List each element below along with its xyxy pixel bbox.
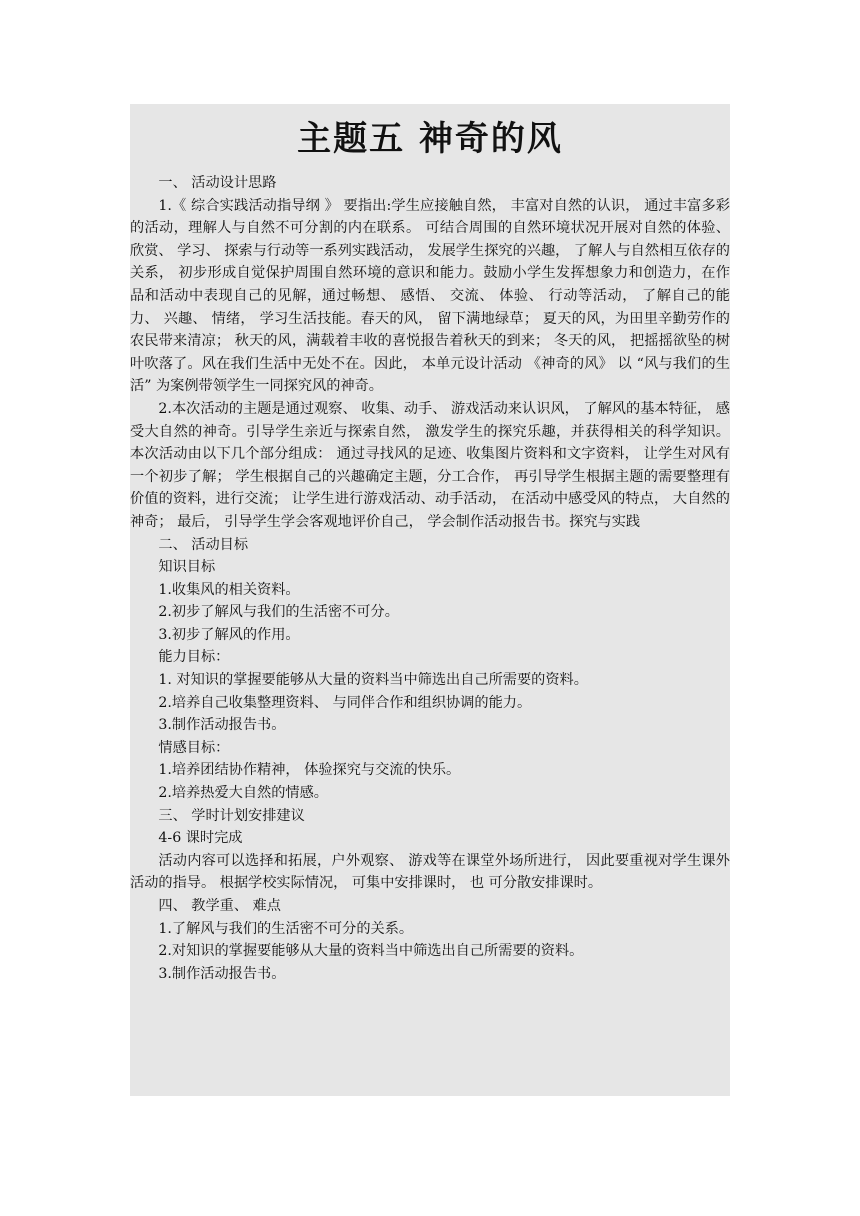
document-body — [130, 172, 730, 985]
text-line: 1.收集风的相关资料。 — [158, 581, 300, 598]
text-line: 1. 对知识的掌握要能够从大量的资料当中筛选出自己所需要的资料。 — [158, 672, 588, 689]
text-line: 1.了解风与我们的生活密不可分的关系。 — [158, 920, 414, 937]
text-line: 一、 活动设计思路 — [158, 175, 277, 191]
text-line: 2.培养自己收集整理资料、 与同伴合作和组织协调的能力。 — [158, 694, 532, 711]
paragraph: 活动内容可以选择和拓展，户外观察、 游戏等在课堂外场所进行， 因此要重视对学生课外活动的指导。 根据学校实际情况， 可集中安排课时， 也 可分散安排课时。 — [130, 852, 730, 892]
paragraph: 2.本次活动的主题是通过观察、 收集、动手、 游戏活动来认识风， 了解风的基本特征， 感受大自然的神奇。引导学生亲近与探索自然， 激发学生的探究乐趣，并获得相关的科学知识。本次活动由以下几个部分组成： 通过寻找风的足迹、收集图片资料和文字资料， 让学生对风有一个初步了解； 学生根据自己的兴趣确定主题，分工合作， 再引导学生根据主题的需要整理有价值的资料，进行交流； 让学生进行游戏活动、动手活动， 在活动中感受风的特点， 大自然的神奇； 最后， 引导学生学会客观地评价自己， 学会制作活动报告书。探究与实践 — [130, 400, 730, 530]
text-line: 3.制作活动报告书。 — [158, 965, 286, 982]
text-line: 2.初步了解风与我们的生活密不可分。 — [158, 604, 399, 621]
text-line: 三、 学时计划安排建议 — [158, 807, 305, 824]
text-line: 1.培养团结协作精神， 体验探究与交流的快乐。 — [158, 762, 461, 779]
text-line: 能力目标： — [158, 649, 230, 666]
text-line: 二、 活动目标 — [158, 536, 249, 553]
text-line: 3.制作活动报告书。 — [158, 717, 286, 734]
text-line: 情感目标： — [158, 739, 230, 756]
text-line: 2.对知识的掌握要能够从大量的资料当中筛选出自己所需要的资料。 — [158, 943, 584, 960]
document-page — [130, 104, 730, 1096]
text-line: 四、 教学重、 难点 — [158, 898, 281, 914]
text-line: 4-6 课时完成 — [158, 830, 243, 847]
text-line: 3.初步了解风的作用。 — [158, 626, 300, 643]
text-line: 2.培养热爱大自然的情感。 — [158, 785, 328, 802]
text-line: 知识目标 — [158, 559, 216, 576]
page-title: 主题五 神奇的风 — [297, 119, 563, 159]
paragraph: 1.《 综合实践活动指导纲 》 要指出:学生应接触自然， 丰富对自然的认识， 通过丰富多彩的活动，理解人与自然不可分割的内在联系。 可结合周围的自然环境状况开展对自然的体验、 欣赏、 学习、 探索与行动等一系列实践活动， 发展学生探究的兴趣， 了解人与自然相互依存的关系， 初步形成自觉保护周围自然环境的意识和能力。鼓励小学生发挥想象力和创造力，在作品和活动中表现自己的见解，通过畅想、 感悟、 交流、 体验、 行动等活动， 了解自己的能力、 兴趣、 情绪， 学习生活技能。春天的风， 留下满地绿草； 夏天的风，为田里辛勤劳作的农民带来清凉； 秋天的风，满载着丰收的喜悦报告着秋天的到来； 冬天的风， 把摇摇欲坠的树叶吹落了。风在我们生活中无处不在。因此， 本单元设计活动 《神奇的风》 以 “风与我们的生活” 为案例带领学生一同探究风的神奇。 — [130, 197, 730, 395]
